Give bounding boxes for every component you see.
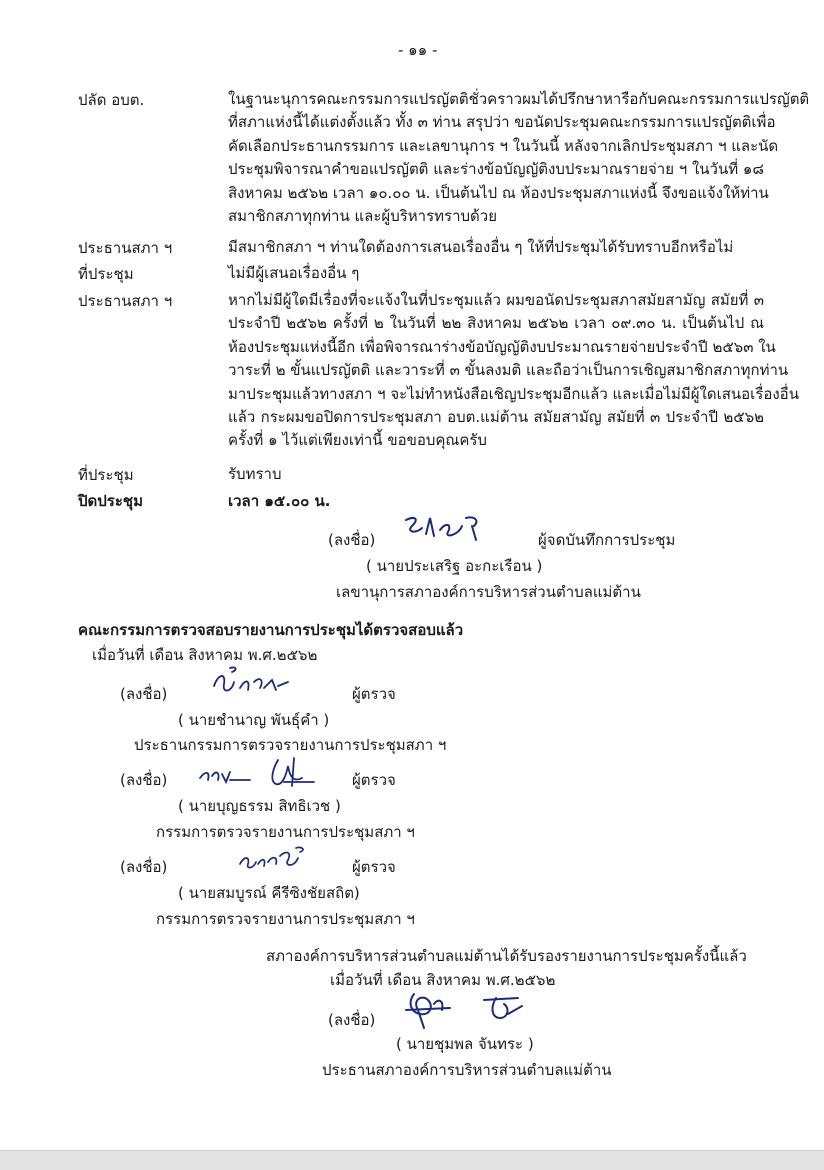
speech-paragraph: [228, 88, 810, 228]
member-position: ประธานกรรมการตรวจรายงานการประชุมสภา ฯ: [134, 736, 447, 754]
recorder-role: ผู้จดบันทึกการประชุม: [538, 531, 676, 549]
speech-paragraph: [228, 463, 764, 486]
speech-paragraph: [228, 289, 799, 453]
member-role: ผู้ตรวจ: [352, 858, 396, 876]
member-position: กรรมการตรวจรายงานการประชุมสภา ฯ: [156, 823, 415, 841]
speech-line: คัดเลือกประธานกรรมการ และเลขานุการ ฯ ในวันนี้ หลังจากเลิกประชุมสภา ฯ และนัด: [228, 136, 779, 155]
scan-edge: [0, 1150, 824, 1170]
chairman-signature: [400, 988, 550, 1032]
speaker-label: ปลัด อบต.: [78, 91, 145, 109]
speech-line: มีสมาชิกสภา ฯ ท่านใดต้องการเสนอเรื่องอื่น ๆ ให้ที่ประชุมได้รับทราบอีกหรือไม่: [228, 238, 734, 256]
member-name: ( นายบุญธรรม สิทธิเวช ): [178, 797, 341, 815]
member-signature: [236, 842, 316, 874]
speech-paragraph: [228, 262, 764, 285]
sign-label: (ลงชื่อ): [120, 771, 168, 789]
sign-label: (ลงชื่อ): [328, 531, 376, 549]
member-position: กรรมการตรวจรายงานการประชุมสภา ฯ: [156, 910, 415, 928]
speech-paragraph: [228, 236, 764, 259]
member-name: ( นายสมบูรณ์ คีรีซิงชัยสถิต): [178, 884, 360, 902]
speech-line: สิงหาคม ๒๕๖๒ เวลา ๑๐.๐๐ น. เป็นต้นไป ณ ห้องประชุมสภาแห่งนี้ จึงขอแจ้งให้ท่าน: [228, 183, 769, 202]
speech-line: มาประชุมแล้วทางสภา ฯ จะไม่ทำหนังสือเชิญประชุมอีกแล้ว และเมื่อไม่มีผู้ใดเสนอเรื่องอื่น: [228, 384, 799, 403]
speaker-label: ประธานสภา ฯ: [78, 292, 173, 310]
member-name: ( นายชำนาญ พันธุ์คำ ): [178, 711, 330, 729]
closing-time: เวลา ๑๕.๐๐ น.: [228, 492, 331, 510]
member-role: ผู้ตรวจ: [352, 685, 396, 703]
chairman-position: ประธานสภาองค์การบริหารส่วนตำบลแม่ต้าน: [322, 1061, 612, 1079]
speech-line: แล้ว กระผมขอปิดการประชุมสภา อบต.แม่ต้าน สมัยสามัญ สมัยที่ ๓ ประจำปี ๒๕๖๒: [228, 408, 764, 427]
closing-label: ปิดประชุม: [78, 492, 143, 510]
speech-line: ประชุมพิจารณาคำขอแปรญัตติ และร่างข้อบัญญัติงบประมาณรายจ่าย ฯ ในวันที่ ๑๘: [228, 160, 764, 179]
sign-label: (ลงชื่อ): [120, 858, 168, 876]
speech-line: สมาชิกสภาทุกท่าน และผู้บริหารทราบด้วย: [228, 207, 497, 226]
chairman-name: ( นายชุมพล จันทระ ): [396, 1035, 534, 1053]
sign-label: (ลงชื่อ): [328, 1011, 376, 1029]
committee-date: เมื่อวันที่ เดือน สิงหาคม พ.ศ.๒๕๖๒: [92, 646, 318, 664]
speech-line: ไม่มีผู้เสนอเรื่องอื่น ๆ: [228, 264, 360, 282]
member-signature: [206, 664, 296, 702]
speech-line: วาระที่ ๒ ขั้นแปรญัตติ และวาระที่ ๓ ขั้นลงมติ และถือว่าเป็นการเชิญสมาชิกสภาทุกท่าน: [228, 361, 789, 380]
speech-line: ในฐานะนุการคณะกรรมการแปรญัตติชั่วคราวผมได้ปรึกษาหารือกับคณะกรรมการแปรญัตติ: [228, 90, 810, 108]
speech-line: รับทราบ: [228, 465, 282, 483]
certification-date: เมื่อวันที่ เดือน สิงหาคม พ.ศ.๒๕๖๒: [330, 971, 556, 989]
speaker-label: ที่ประชุม: [78, 265, 134, 283]
page-number: - ๑๑ -: [398, 41, 438, 59]
speaker-label: ประธานสภา ฯ: [78, 239, 173, 257]
speech-line: ห้องประชุมแห่งนี้อีก เพื่อพิจารณาร่างข้อบัญญัติงบประมาณรายจ่ายประจำปี ๒๕๖๓ ใน: [228, 337, 776, 356]
speech-line: ครั้งที่ ๑ ไว้แต่เพียงเท่านี้ ขอขอบคุณครับ: [228, 431, 487, 450]
speech-line: ประจำปี ๒๕๖๒ ครั้งที่ ๒ ในวันที่ ๒๒ สิงหาคม ๒๕๖๒ เวลา ๐๙.๓๐ น. เป็นต้นไป ณ: [228, 314, 764, 333]
certification-statement: สภาองค์การบริหารส่วนตำบลแม่ต้านได้รับรองรายงานการประชุมครั้งนี้แล้ว: [266, 947, 747, 965]
committee-heading: คณะกรรมการตรวจสอบรายงานการประชุมได้ตรวจสอบแล้ว: [78, 621, 464, 639]
recorder-signature: [400, 512, 500, 546]
sign-label: (ลงชื่อ): [120, 685, 168, 703]
speaker-label: ที่ประชุม: [78, 466, 134, 484]
recorder-name: ( นายประเสริฐ อะกะเรือน ): [366, 557, 543, 575]
speech-line: หากไม่มีผู้ใดมีเรื่องที่จะแจ้งในที่ประชุมแล้ว ผมขอนัดประชุมสภาสมัยสามัญ สมัยที่ ๓: [228, 291, 764, 309]
member-signature: [196, 752, 336, 792]
member-role: ผู้ตรวจ: [352, 771, 396, 789]
speech-line: ที่สภาแห่งนี้ได้แต่งตั้งแล้ว ทั้ง ๓ ท่าน สรุปว่า ขอนัดประชุมคณะกรรมการแปรญัตติเพื่อ: [228, 113, 776, 132]
recorder-position: เลขานุการสภาองค์การบริหารส่วนตำบลแม่ต้าน: [336, 583, 641, 601]
